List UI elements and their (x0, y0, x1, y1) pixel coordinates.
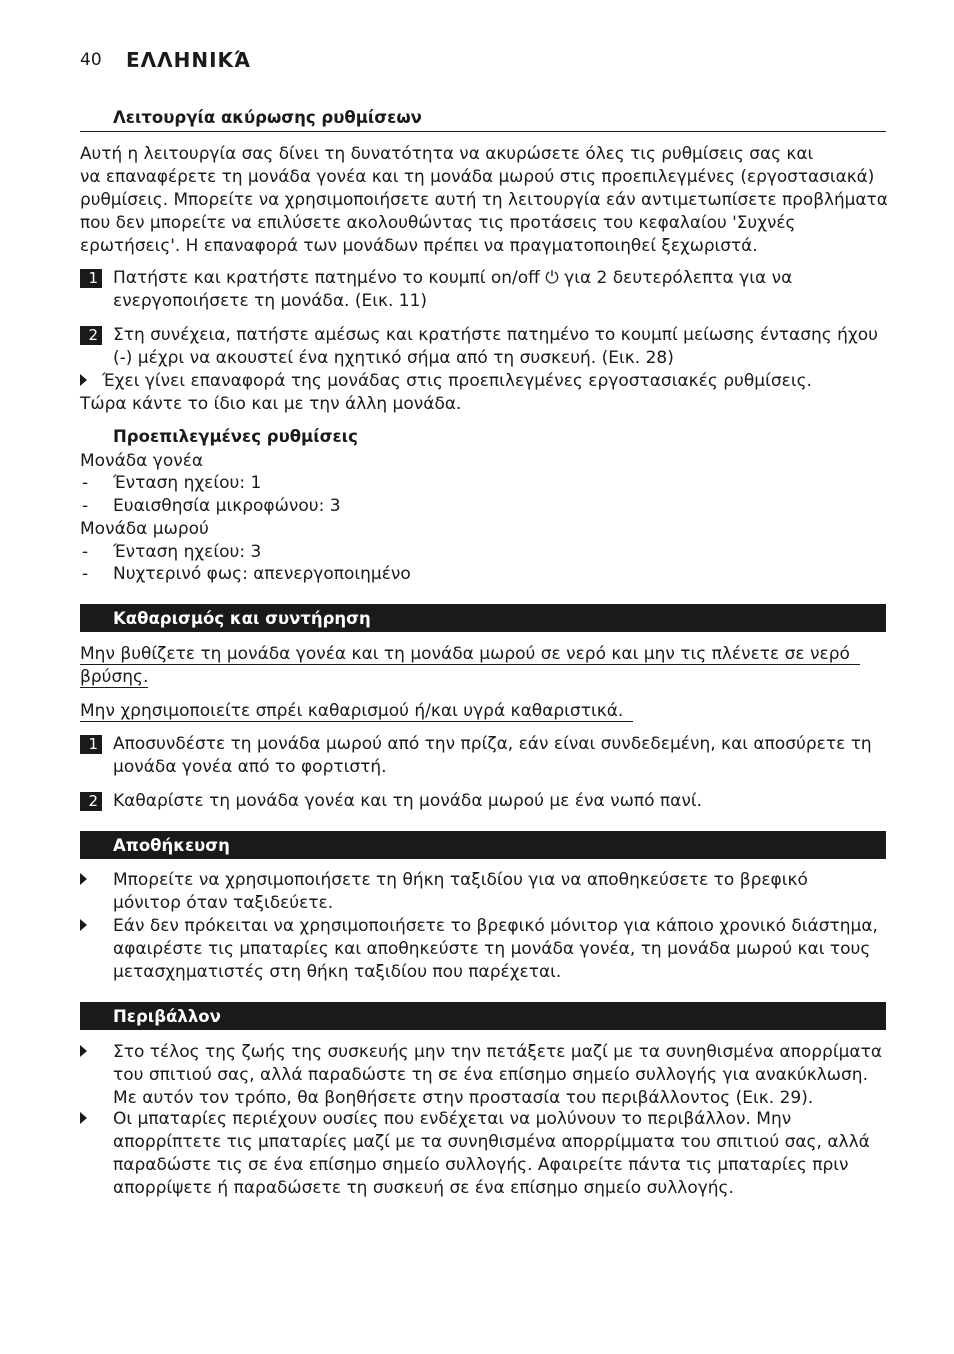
step-number: 1 (80, 735, 102, 754)
step-line: Στη συνέχεια, πατήστε αμέσως και κρατήστε πατημένο το κουμπί μείωσης έντασης ήχου (113, 325, 878, 345)
cleaning-warning-1 (80, 643, 850, 689)
defaults-heading: Προεπιλεγμένες ρυθμίσεις (113, 427, 358, 446)
warning-underline (80, 687, 148, 688)
environment-heading: Περιβάλλον (113, 1007, 221, 1026)
intro-line: ερωτήσεις'. Η επαναφορά των μονάδων πρέπει να πραγματοποιηθεί ξεχωριστά. (80, 236, 758, 256)
step-line: Καθαρίστε τη μονάδα γονέα και τη μονάδα μωρού με ένα νωπό πανί. (113, 791, 702, 811)
bullet-line: Με αυτόν τον τρόπο, θα βοηθήσετε στην προστασία του περιβάλλοντος (Εικ. 29). (113, 1088, 814, 1108)
setting-text: Ένταση ηχείου: 1 (113, 473, 262, 493)
bullet-line: αφαιρέστε τις μπαταρίες και αποθηκεύστε τη μονάδα γονέα, τη μονάδα μωρού και τους (113, 939, 871, 959)
storage-section-bar (80, 831, 886, 859)
bullet-line: Στο τέλος της ζωής της συσκευής μην την πετάξετε μαζί με τα συνηθισμένα απορρίματα (113, 1042, 883, 1062)
bullet-line: απορρίπτετε τις μπαταρίες μαζί με τα συνηθισμένα απορρίμματα του σπιτιού σας, αλλά (113, 1132, 870, 1152)
step-number: 1 (80, 269, 102, 288)
bullet-line: Οι μπαταρίες περιέχουν ουσίες που ενδέχεται να μολύνουν το περιβάλλον. Μην (113, 1109, 792, 1129)
cleaning-section-bar (80, 604, 886, 632)
step-line: μονάδα γονέα από το φορτιστή. (113, 757, 387, 777)
setting-text: Ένταση ηχείου: 3 (113, 542, 262, 562)
step-line: Αποσυνδέστε τη μονάδα μωρού από την πρίζα, εάν είναι συνδεδεμένη, και αποσύρετε τη (113, 734, 872, 754)
reset-heading: Λειτουργία ακύρωσης ρυθμίσεων (113, 108, 422, 127)
parent-unit-label: Μονάδα γονέα (80, 451, 204, 471)
step-number: 2 (80, 326, 102, 345)
reset-intro (80, 143, 888, 258)
step-number: 2 (80, 792, 102, 811)
step-line: Πατήστε και κρατήστε πατημένο το κουμπί on/off ⏻ για 2 δευτερόλεπτα για να (113, 268, 793, 288)
warning-line: βρύσης. (80, 667, 149, 687)
bullet-line: παραδώστε τις σε ένα επίσημο σημείο συλλογής. Αφαιρείτε πάντα τις μπαταρίες πριν (113, 1155, 849, 1175)
bullet-arrow-icon (80, 919, 87, 931)
page-number: 40 (80, 50, 102, 70)
intro-line: Αυτή η λειτουργία σας δίνει τη δυνατότητα να ακυρώσετε όλες τις ρυθμίσεις σας και (80, 144, 814, 164)
bullet-arrow-icon (80, 1045, 87, 1057)
bullet-line: του σπιτιού σας, αλλά παραδώστε τη σε ένα επίσημο σημείο συλλογής για ανακύκλωση. (113, 1065, 868, 1085)
setting-text: Νυχτερινό φως: απενεργοποιημένο (113, 564, 411, 584)
bullet-line: Μπορείτε να χρησιμοποιήσετε τη θήκη ταξιδίου για να αποθηκεύσετε το βρεφικό (113, 870, 808, 890)
cleaning-warning-2: Μην χρησιμοποιείτε σπρέι καθαρισμού ή/και υγρά καθαριστικά. (80, 701, 624, 721)
result-text: Έχει γίνει επαναφορά της μονάδας στις προεπιλεγμένες εργοστασιακές ρυθμίσεις. (102, 371, 812, 391)
bullet-line: μόνιτορ όταν ταξιδεύετε. (113, 893, 334, 913)
setting-text: Ευαισθησία μικροφώνου: 3 (113, 496, 341, 516)
cleaning-heading: Καθαρισμός και συντήρηση (113, 609, 371, 628)
bullet-arrow-icon (80, 873, 87, 885)
warning-underline (80, 664, 860, 665)
step-line: ενεργοποιήσετε τη μονάδα. (Εικ. 11) (113, 291, 428, 311)
intro-line: που δεν μπορείτε να επιλύσετε ακολουθώντας τις προτάσεις του κεφαλαίου 'Συχνές (80, 213, 796, 233)
step-line: (-) μέχρι να ακουστεί ένα ηχητικό σήμα από τη συσκευή. (Εικ. 28) (113, 348, 674, 368)
bullet-arrow-icon (80, 1112, 87, 1124)
warning-underline (80, 721, 633, 722)
language-title: ΕΛΛΗΝΙΚΆ (126, 48, 251, 72)
bullet-line: απορρίψετε ή παραδώσετε τη συσκευή σε ένα επίσημο σημείο συλλογής. (113, 1178, 734, 1198)
bullet-line: Εάν δεν πρόκειται να χρησιμοποιήσετε το βρεφικό μόνιτορ για κάποιο χρονικό διάστημα, (113, 916, 878, 936)
baby-unit-label: Μονάδα μωρού (80, 519, 209, 539)
bullet-line: μετασχηματιστές στη θήκη ταξιδίου που παρέχεται. (113, 962, 562, 982)
result-arrow-icon (80, 374, 87, 386)
warning-line: Μην βυθίζετε τη μονάδα γονέα και τη μονάδα μωρού σε νερό και μην τις πλένετε σε νερό (80, 644, 850, 664)
intro-line: να επαναφέρετε τη μονάδα γονέα και τη μονάδα μωρού στις προεπιλεγμένες (εργοστασιακά) (80, 167, 875, 187)
storage-heading: Αποθήκευση (113, 836, 230, 855)
reset-after: Τώρα κάντε το ίδιο και με την άλλη μονάδα. (80, 394, 462, 414)
reset-heading-rule (80, 131, 886, 132)
intro-line: ρυθμίσεις. Μπορείτε να χρησιμοποιήσετε αυτή τη λειτουργία εάν αντιμετωπίσετε προβλήματα (80, 190, 888, 210)
environment-section-bar (80, 1002, 886, 1030)
